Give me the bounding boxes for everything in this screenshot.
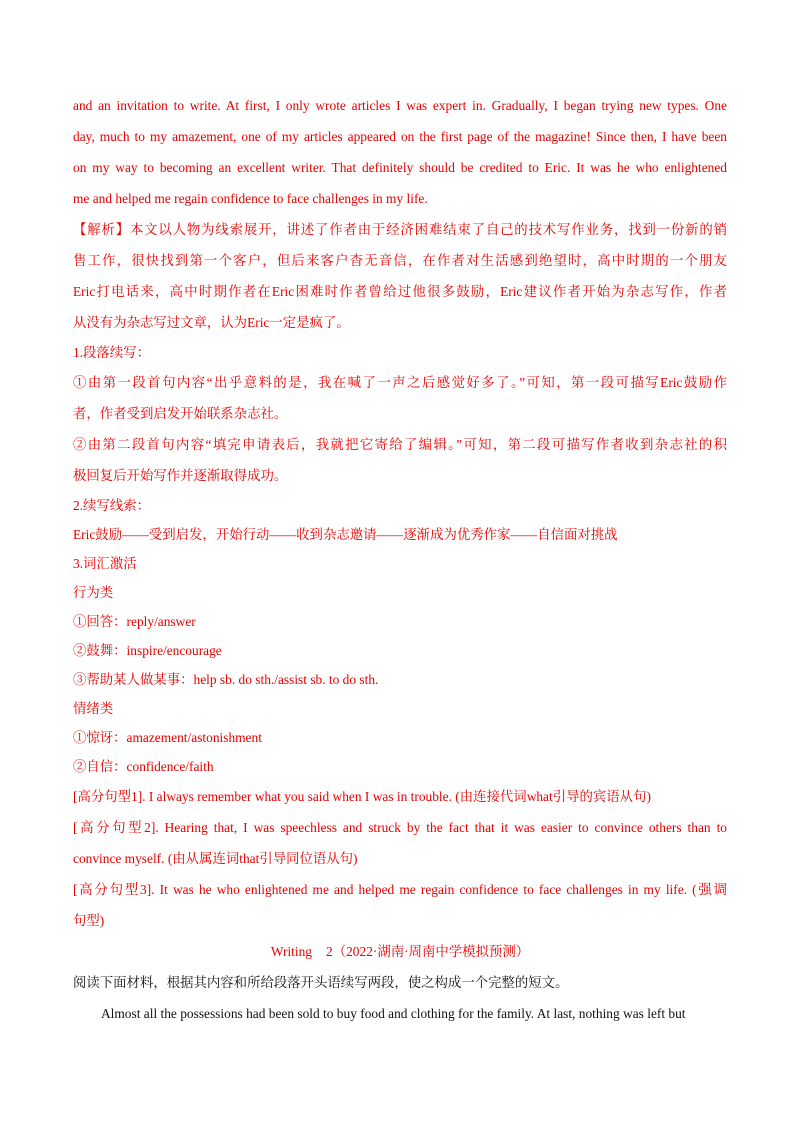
sentence-line: 句型): [73, 913, 105, 928]
vocab-item: ①回答：reply/answer: [73, 614, 196, 629]
writing-title: [73, 936, 727, 967]
story-line: me and helped me regain confidence to face challenges in my life.: [73, 191, 428, 206]
sentence-line: [高分句型2]. Hearing that, I was speechless and struck by the fact that it was easier to convince others than to: [73, 820, 727, 835]
sentence-line: [高分句型1]. I always remember what you said when I was in trouble. (由连接代词what引导的宾语从句): [73, 789, 651, 804]
story-line: and an invitation to write. At first, I only wrote articles I was expert in. Gradually, I began trying new types. One: [73, 98, 727, 113]
vocab-item: ②鼓舞：inspire/encourage: [73, 643, 222, 658]
analysis-line: Eric打电话来，高中时期作者在Eric困难时作者曾给过他很多鼓励，Eric建议作者开始为杂志写作，作者: [73, 284, 727, 299]
clue-section: [73, 491, 727, 549]
sentence-line: convince myself. (由从属连词that引导同位语从句): [73, 851, 358, 866]
vocab-item: ①惊讶：amazement/astonishment: [73, 730, 262, 745]
story-paragraph: [73, 90, 727, 214]
sentence-line: [高分句型3]. It was he who enlightened me and helped me regain confidence to face challenges in my life. (强调: [73, 882, 727, 897]
sentence-patterns: [73, 781, 727, 936]
vocab-item: ②自信：confidence/faith: [73, 759, 214, 774]
vocabulary-section: [73, 549, 727, 781]
writing-number: 2: [326, 944, 333, 959]
category-heading: 行为类: [73, 585, 114, 600]
paragraph-continuation-section: [73, 338, 727, 491]
analysis-line: 【解析】本文以人物为线索展开，讲述了作者由于经济困难结束了自己的技术写作业务，找到一份新的销: [73, 222, 727, 237]
vocab-item: ③帮助某人做某事：help sb. do sth./assist sb. to do sth.: [73, 672, 379, 687]
analysis-line: 从没有为杂志写过文章，认为Eric一定是疯了。: [73, 315, 350, 330]
section-heading: 3.词汇激活: [73, 556, 137, 571]
clue-line: Eric鼓励——受到启发，开始行动——收到杂志邀请——逐渐成为优秀作家——自信面对挑战: [73, 527, 618, 542]
section-line: ①由第一段首句内容“出乎意料的是，我在喊了一声之后感觉好多了。”可知，第一段可描写Eric鼓励作: [73, 375, 727, 390]
writing-label: Writing: [270, 944, 313, 959]
section-heading: 2.续写线索：: [73, 498, 150, 513]
section-line: 极回复后开始写作并逐渐取得成功。: [73, 468, 288, 483]
story-line: day, much to my amazement, one of my articles appeared on the first page of the magazine! Since then, I have been: [73, 129, 727, 144]
instruction: 阅读下面材料，根据其内容和所给段落开头语续写两段，使之构成一个完整的短文。: [73, 975, 569, 990]
analysis-paragraph: [73, 214, 727, 338]
category-heading: 情绪类: [73, 701, 114, 716]
passage-start: Almost all the possessions had been sold to buy food and clothing for the family. At last, nothing was left but: [101, 1006, 686, 1021]
section-line: ②由第二段首句内容“填完申请表后，我就把它寄给了编辑。”可知，第二段可描写作者收到杂志社的积: [73, 437, 727, 452]
analysis-line: 售工作，很快找到第一个客户，但后来客户杳无音信，在作者对生活感到绝望时，高中时期的一个朋友: [73, 253, 727, 268]
section-line: 者，作者受到启发开始联系杂志社。: [73, 406, 288, 421]
section-heading: 1.段落续写：: [73, 345, 150, 360]
story-line: on my way to becoming an excellent writer. That definitely should be credited to Eric. It was he who enlightened: [73, 160, 727, 175]
writing-source: （2022·湖南·周南中学模拟预测）: [332, 944, 530, 959]
page-content: [73, 90, 727, 1029]
